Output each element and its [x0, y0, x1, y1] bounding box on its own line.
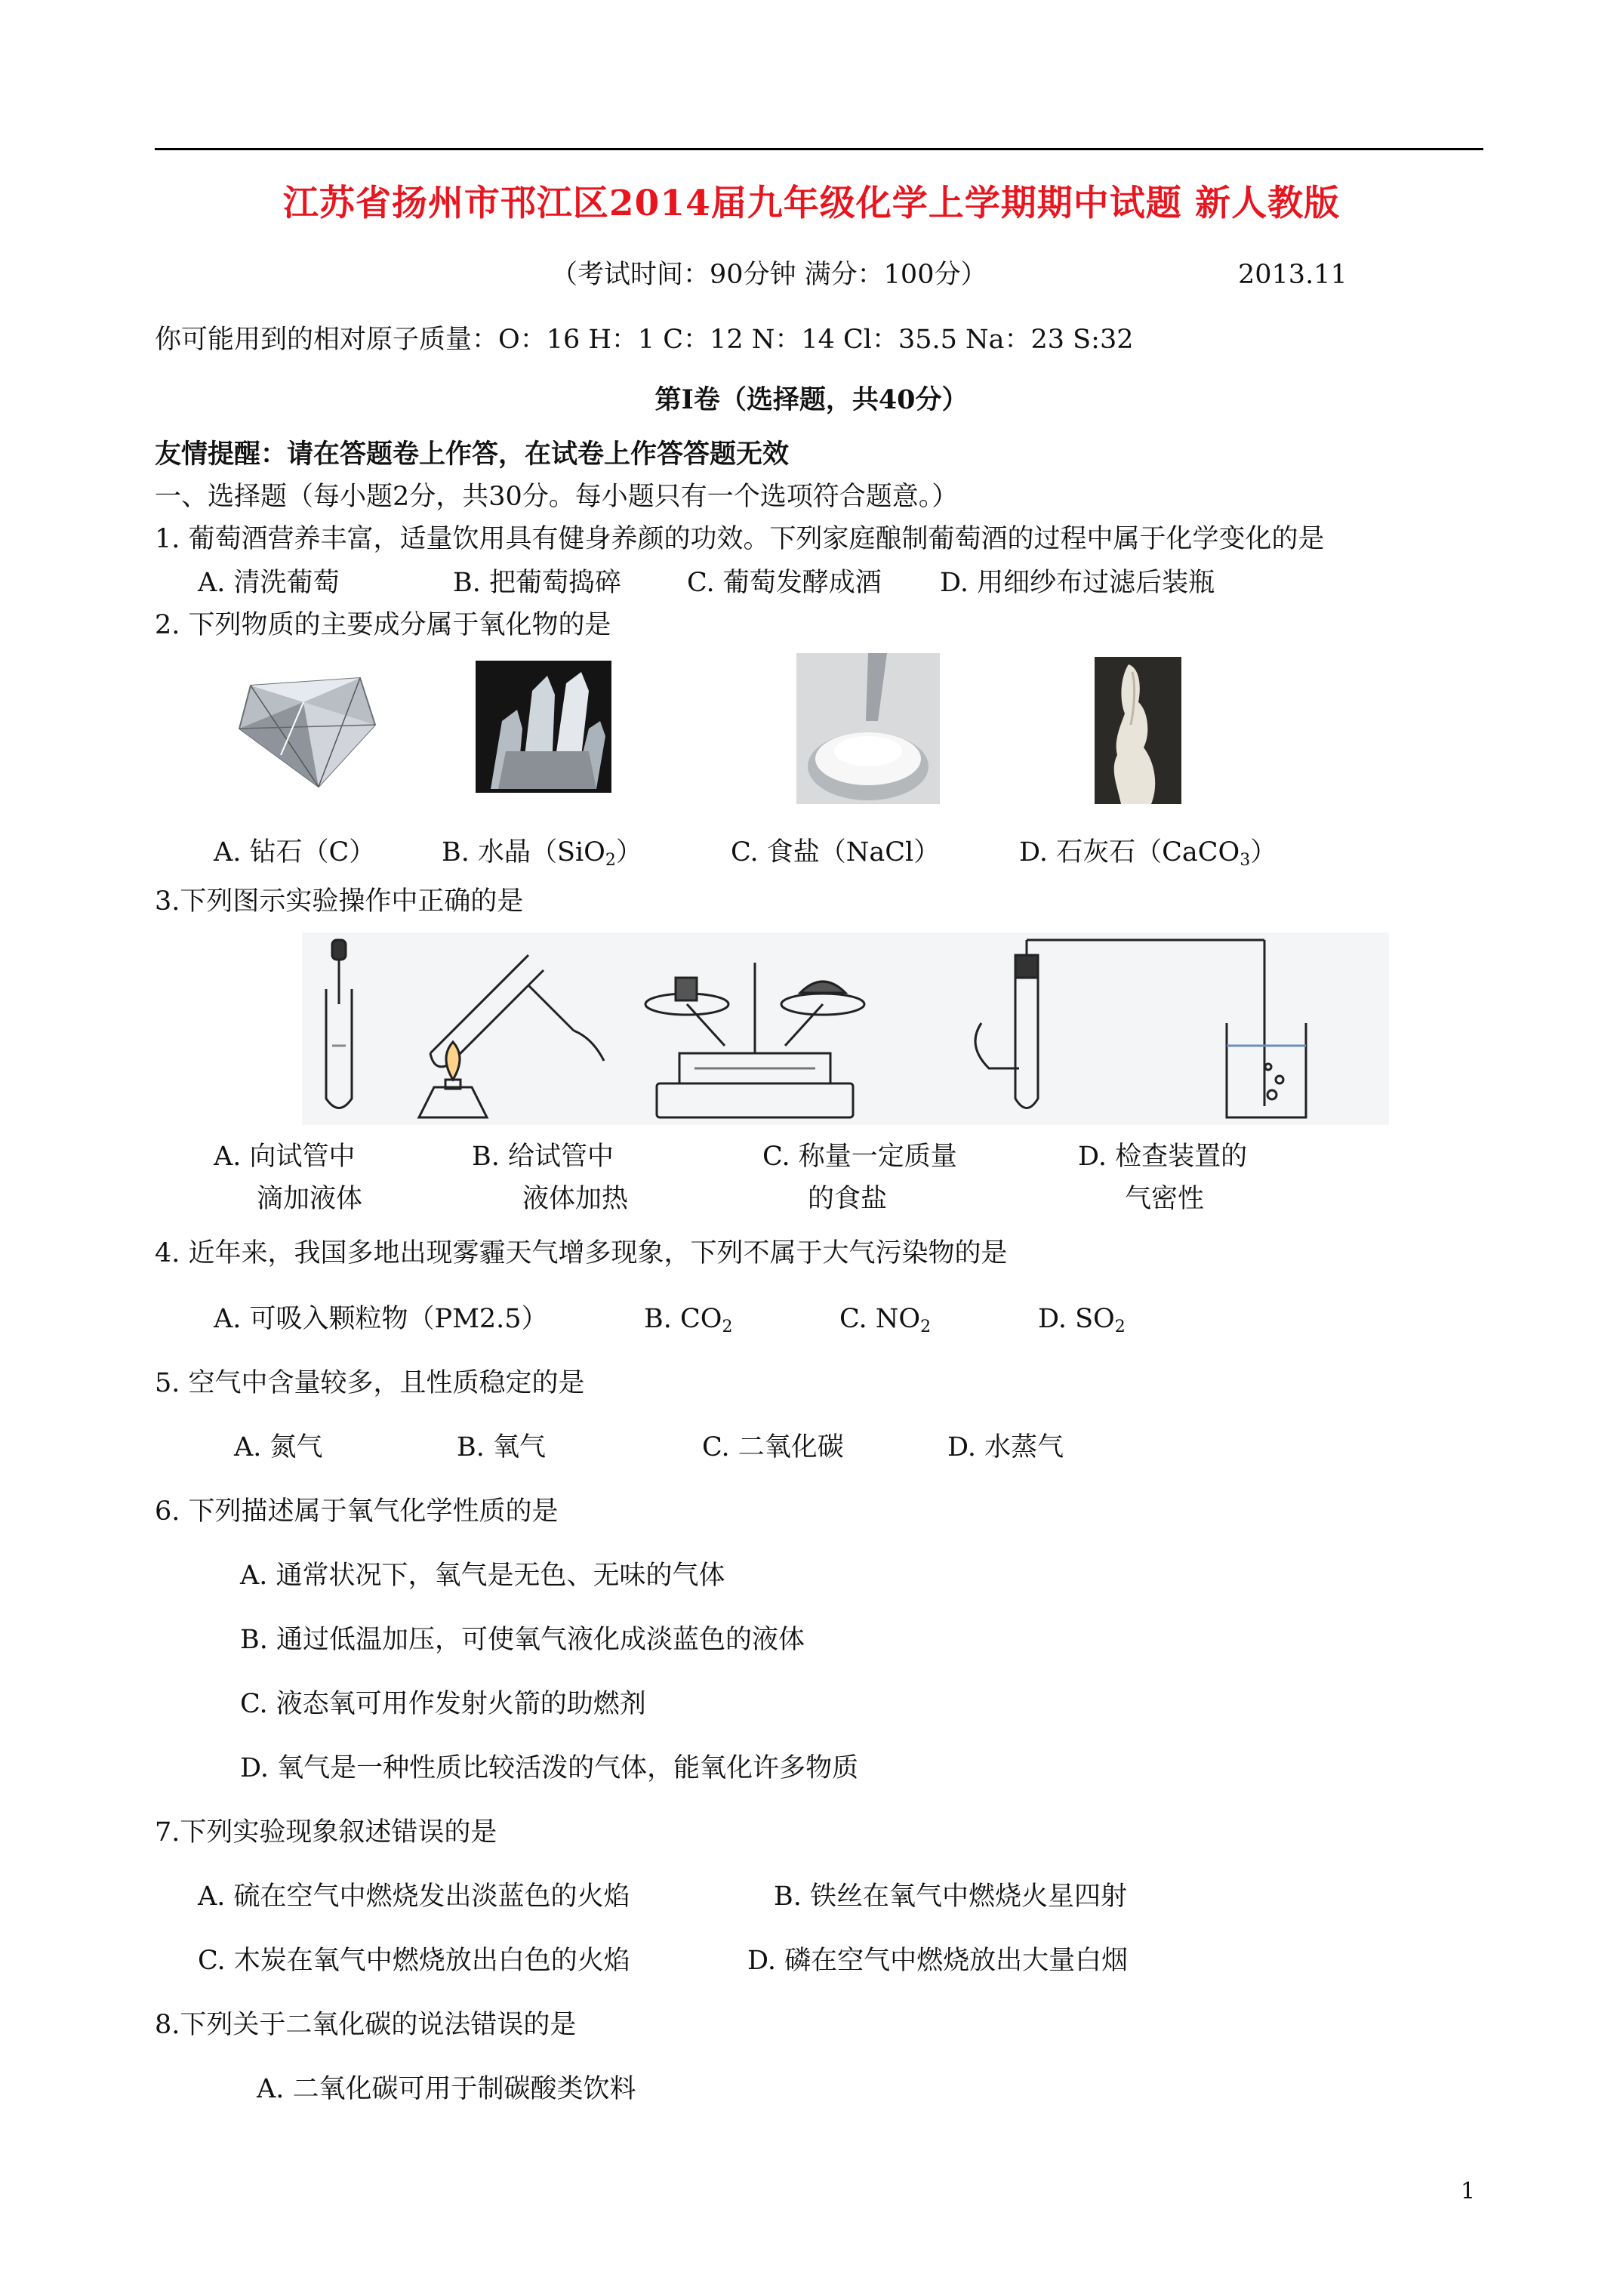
q1-option-a: A. 清洗葡萄 [198, 568, 340, 598]
q6-option-a: A. 通常状况下，氧气是无色、无味的气体 [240, 1561, 725, 1591]
q2-option-d: D. 石灰石（CaCO$_3$） [1019, 837, 1277, 870]
q2-option-a: A. 钻石（C） [214, 837, 376, 868]
salt-spoon-image [796, 653, 940, 804]
q4-option-b: B. $CO_2$ [644, 1304, 733, 1336]
part-one-heading: 一、选择题（每小题2分，共30分。每小题只有一个选项符合题意。） [155, 482, 959, 512]
q6-option-d: D. 氧气是一种性质比较活泼的气体，能氧化许多物质 [240, 1753, 859, 1783]
q7-option-c: C. 木炭在氧气中燃烧放出白色的火焰 [198, 1946, 630, 1976]
lab-operations-figure [302, 932, 1389, 1125]
exam-info: （考试时间：90分钟 满分：100分） [551, 260, 987, 290]
quartz-crystal-image [476, 661, 611, 793]
section-title: 第I卷（选择题，共40分） [654, 384, 969, 415]
q1-option-b: B. 把葡萄捣碎 [453, 568, 621, 598]
page-number: 1 [1461, 2178, 1476, 2205]
q2-option-c: C. 食盐（NaCl） [731, 837, 941, 868]
diamond-image [236, 672, 379, 793]
q3-stem: 3.下列图示实验操作中正确的是 [155, 886, 524, 917]
q2-stem: 2. 下列物质的主要成分属于氧化物的是 [155, 610, 611, 640]
q3-option-c-line2: 的食盐 [808, 1184, 888, 1214]
q7-option-a: A. 硫在空气中燃烧发出淡蓝色的火焰 [198, 1881, 630, 1912]
q7-option-b: B. 铁丝在氧气中燃烧火星四射 [774, 1881, 1127, 1912]
q3-option-a-line1: A. 向试管中 [214, 1142, 356, 1172]
q5-stem: 5. 空气中含量较多，且性质稳定的是 [155, 1368, 585, 1398]
atomic-masses: 你可能用到的相对原子质量：O：16 H：1 C：12 N：14 Cl：35.5 Na：23 S:32 [155, 325, 1134, 355]
q7-stem: 7.下列实验现象叙述错误的是 [155, 1817, 497, 1848]
q4-option-a: A. 可吸入颗粒物（PM2.5） [214, 1304, 548, 1334]
q3-option-b-line1: B. 给试管中 [472, 1142, 614, 1172]
q3-option-d-line1: D. 检查装置的 [1078, 1142, 1248, 1172]
q3-option-d-line2: 气密性 [1125, 1184, 1205, 1214]
q2-option-b: B. 水晶（SiO$_2$） [442, 837, 642, 870]
q4-stem: 4. 近年来，我国多地出现雾霾天气增多现象，下列不属于大气污染物的是 [155, 1238, 1008, 1268]
q1-option-c: C. 葡萄发酵成酒 [687, 568, 882, 598]
document-title: 江苏省扬州市邗江区2014届九年级化学上学期期中试题 新人教版 [282, 183, 1341, 224]
q8-option-a: A. 二氧化碳可用于制碳酸类饮料 [257, 2074, 636, 2104]
q6-option-c: C. 液态氧可用作发射火箭的助燃剂 [240, 1689, 646, 1719]
q1-option-d: D. 用细纱布过滤后装瓶 [940, 568, 1215, 598]
q3-option-a-line2: 滴加液体 [257, 1184, 363, 1214]
q1-stem: 1. 葡萄酒营养丰富，适量饮用具有健身养颜的功效。下列家庭酿制葡萄酒的过程中属于化学变化的是 [155, 524, 1325, 554]
q3-option-b-line2: 液体加热 [522, 1184, 629, 1214]
header-rule [155, 148, 1483, 150]
q7-option-d: D. 磷在空气中燃烧放出大量白烟 [747, 1946, 1129, 1976]
q5-option-a: A. 氮气 [234, 1432, 323, 1462]
q8-stem: 8.下列关于二氧化碳的说法错误的是 [155, 2010, 577, 2040]
reminder: 友情提醒：请在答题卷上作答，在试卷上作答答题无效 [155, 439, 790, 470]
q5-option-c: C. 二氧化碳 [702, 1432, 844, 1462]
q5-option-d: D. 水蒸气 [947, 1432, 1064, 1462]
exam-date: 2013.11 [1238, 260, 1347, 290]
q3-option-c-line1: C. 称量一定质量 [762, 1142, 957, 1172]
q4-option-d: D. $SO_2$ [1038, 1304, 1126, 1336]
q4-option-c: C. $NO_2$ [839, 1304, 932, 1336]
q6-option-b: B. 通过低温加压，可使氧气液化成淡蓝色的液体 [240, 1625, 805, 1655]
q5-option-b: B. 氧气 [457, 1432, 546, 1462]
limestone-image [1095, 657, 1181, 804]
q6-stem: 6. 下列描述属于氧气化学性质的是 [155, 1496, 559, 1527]
